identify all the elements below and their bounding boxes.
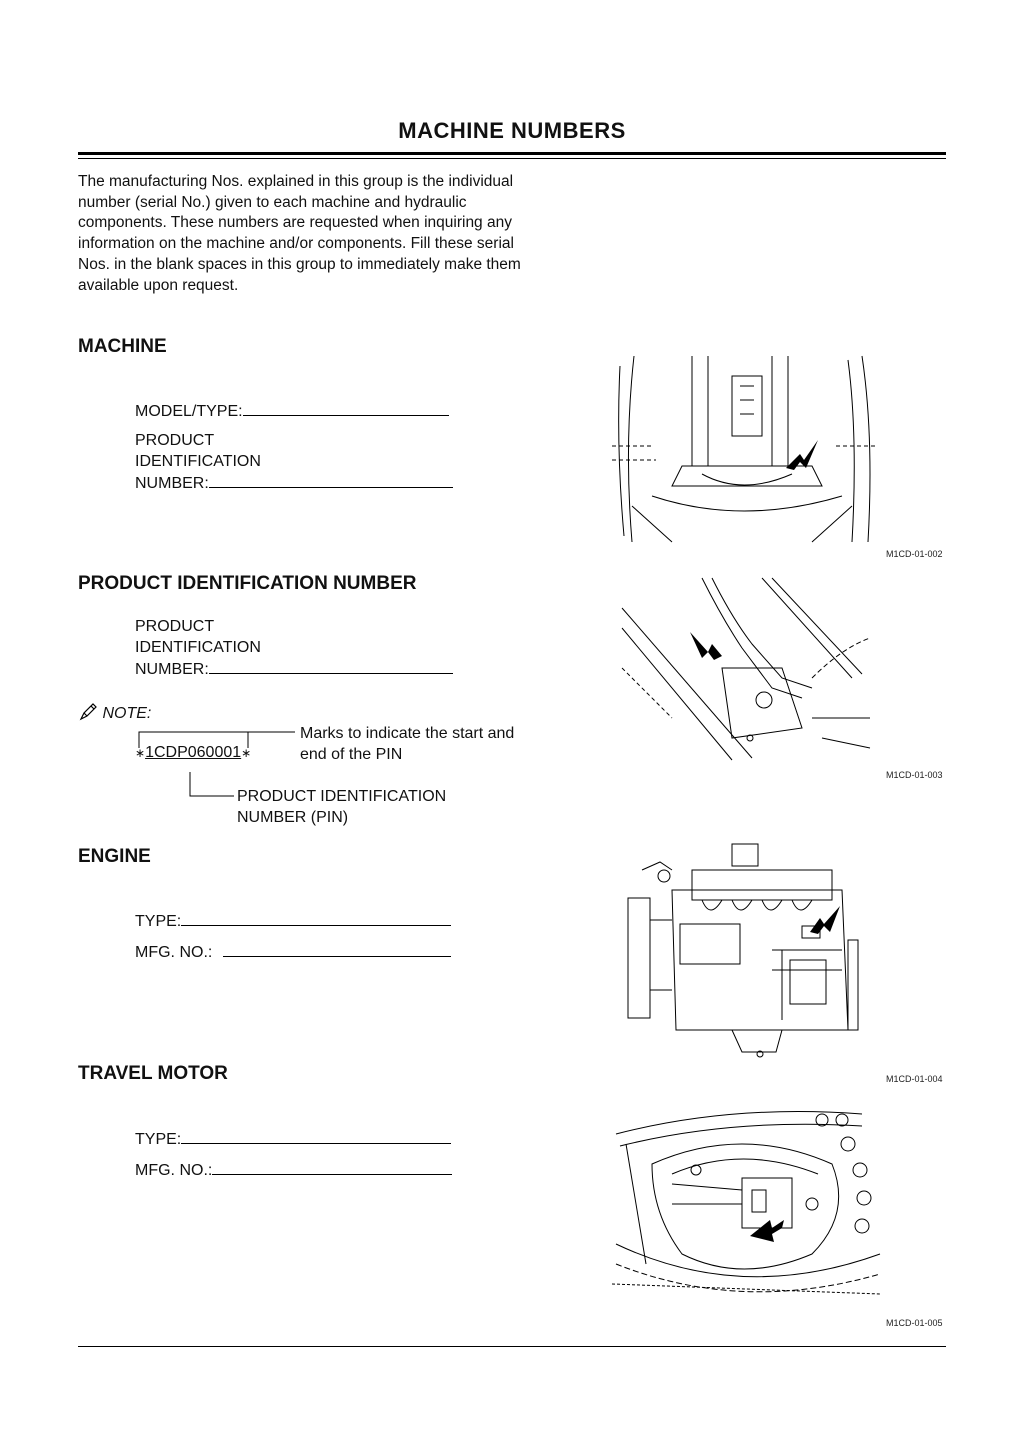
engine-mfg-blank[interactable] <box>223 941 451 957</box>
pin-heading: PRODUCT IDENTIFICATION NUMBER <box>78 573 417 594</box>
engine-heading: ENGINE <box>78 846 151 867</box>
motor-mfg-blank[interactable] <box>212 1159 452 1175</box>
star-left: ∗ <box>135 746 146 760</box>
motor-mfg-field <box>135 1159 452 1181</box>
pin-blank[interactable] <box>209 658 453 674</box>
travel-motor-illustration <box>612 1104 884 1304</box>
engine-type-field <box>135 910 451 932</box>
pin2-label-line1: PRODUCT <box>135 618 215 635</box>
star-right: ∗ <box>241 746 252 760</box>
note-block <box>78 702 151 723</box>
pin-note-line2: NUMBER (PIN) <box>237 809 349 826</box>
model-label: MODEL/TYPE: <box>135 403 243 420</box>
marks-note-line1: Marks to indicate the start and <box>300 725 515 742</box>
motor-type-field <box>135 1128 451 1150</box>
pin-example-number: 1CDP060001 <box>145 744 242 761</box>
pencil-icon <box>78 702 98 722</box>
motor-mfg-label: MFG. NO.: <box>135 1162 213 1179</box>
engine-type-blank[interactable] <box>181 910 451 926</box>
intro-paragraph: The manufacturing Nos. explained in this group is the individual number (serial No.) given to each machine and hydraulic components. These numbers are requested when inquiring any information on the machine and/or components. Fill these serial Nos. in the blank spaces in this group to immediately make them available upon request. <box>78 173 521 294</box>
note-label: NOTE: <box>102 705 152 722</box>
machine-model-field <box>135 400 449 422</box>
travel-motor-heading: TRAVEL MOTOR <box>78 1063 228 1084</box>
pin-plate-illustration <box>612 578 874 760</box>
figure-caption-005: M1CD-01-005 <box>886 1318 943 1328</box>
machine-pin-field <box>135 430 453 494</box>
pin-note <box>237 786 446 828</box>
machine-heading: MACHINE <box>78 336 167 357</box>
pin-example <box>135 744 251 762</box>
pin2-label-line3: NUMBER: <box>135 661 209 678</box>
pin-label-line1: PRODUCT <box>135 432 215 449</box>
engine-mfg-label: MFG. NO.: <box>135 944 213 961</box>
marks-note-line2: end of the PIN <box>300 746 403 763</box>
pin2-label-line2: IDENTIFICATION <box>135 639 261 656</box>
figure-caption-002: M1CD-01-002 <box>886 549 943 559</box>
bottom-rule <box>78 1346 946 1347</box>
figure-caption-003: M1CD-01-003 <box>886 770 943 780</box>
machine-illustration <box>612 356 876 542</box>
pin-label-line3: NUMBER: <box>135 475 209 492</box>
engine-type-label: TYPE: <box>135 913 182 930</box>
engine-illustration <box>612 840 862 1060</box>
motor-type-label: TYPE: <box>135 1131 182 1148</box>
title-rule-thin <box>78 158 946 159</box>
pin-label-line2: IDENTIFICATION <box>135 453 261 470</box>
marks-note <box>300 723 514 765</box>
engine-mfg-field <box>135 941 451 963</box>
pin-note-line1: PRODUCT IDENTIFICATION <box>237 788 447 805</box>
page-title: MACHINE NUMBERS <box>398 118 626 143</box>
title-rule-thick <box>78 152 946 155</box>
figure-caption-004: M1CD-01-004 <box>886 1074 943 1084</box>
pin-field <box>135 616 453 680</box>
motor-type-blank[interactable] <box>181 1128 451 1144</box>
machine-pin-blank[interactable] <box>209 472 453 488</box>
model-blank[interactable] <box>243 400 449 416</box>
